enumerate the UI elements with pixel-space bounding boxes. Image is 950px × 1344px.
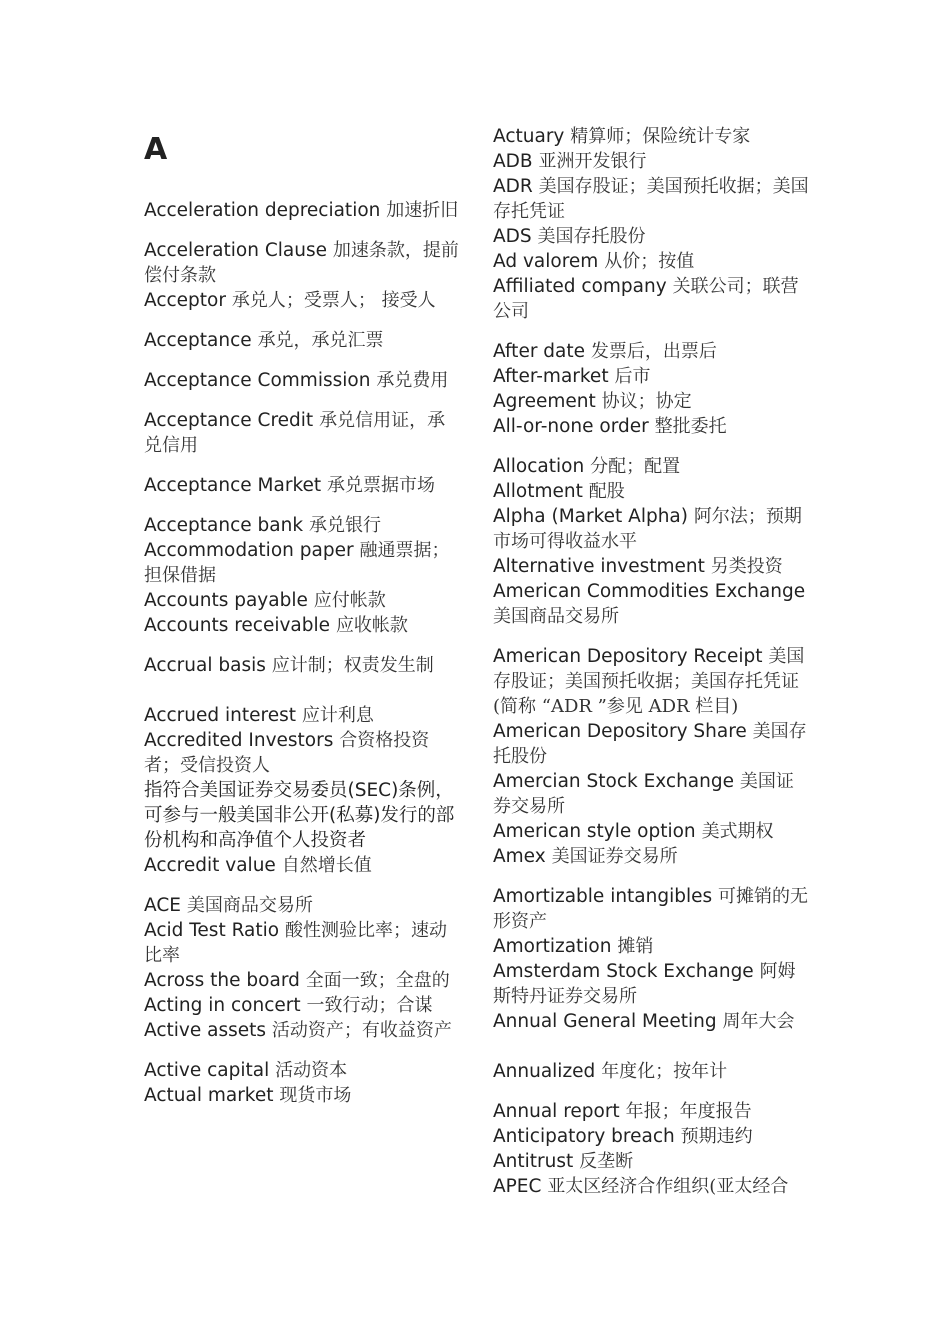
glossary-definition: 活动资产；有收益资产 — [271, 1020, 452, 1041]
glossary-term: ADR — [493, 176, 533, 197]
glossary-entry — [493, 819, 811, 844]
glossary-entry — [493, 124, 811, 149]
glossary-entry — [144, 918, 462, 968]
glossary-term: All-or-none order — [493, 416, 649, 437]
glossary-term: Antitrust — [493, 1151, 574, 1172]
glossary-entry — [493, 224, 811, 249]
glossary-definition: 预期违约 — [680, 1126, 753, 1147]
glossary-definition: 年度化；按年计 — [601, 1061, 728, 1082]
glossary-term: Annual General Meeting — [493, 1011, 717, 1032]
glossary-entry — [493, 174, 811, 224]
glossary-definition: 关联公司；联营公司 — [493, 276, 799, 322]
glossary-definition: 承兑费用 — [376, 370, 449, 391]
glossary-term: Acceptance bank — [144, 515, 304, 536]
glossary-term: Amortization — [493, 936, 612, 957]
glossary-entry — [144, 538, 462, 588]
glossary-entry — [144, 728, 462, 778]
glossary-definition: 承兑，承兑汇票 — [257, 330, 384, 351]
glossary-term: Accredit value — [144, 855, 276, 876]
glossary-term: Annualized — [493, 1061, 596, 1082]
glossary-definition: 反垄断 — [579, 1151, 634, 1172]
glossary-entry — [144, 1018, 462, 1043]
glossary-entry — [144, 328, 462, 353]
glossary-entry — [493, 1149, 811, 1174]
glossary-entry — [493, 454, 811, 479]
glossary-term: Actuary — [493, 126, 565, 147]
glossary-entry — [493, 1174, 811, 1199]
glossary-definition: 另类投资 — [710, 556, 783, 577]
glossary-definition: 美国存股证；美国预托收据；美国存托凭证 — [493, 176, 809, 222]
glossary-term: Active assets — [144, 1020, 266, 1041]
glossary-term: Allotment — [493, 481, 583, 502]
glossary-entry — [144, 653, 462, 678]
glossary-entry — [493, 554, 811, 579]
glossary-definition: 承兑银行 — [308, 515, 381, 536]
glossary-definition: 亚太区经济合作组织(亚太经合 — [547, 1176, 789, 1197]
glossary-entry — [144, 968, 462, 993]
glossary-term: Amercian Stock Exchange — [493, 771, 734, 792]
glossary-term: Amex — [493, 846, 546, 867]
glossary-definition: 加速条款，提前偿付条款 — [144, 240, 459, 286]
glossary-term: Acting in concert — [144, 995, 301, 1016]
glossary-term: Ad valorem — [493, 251, 599, 272]
glossary-term: Across the board — [144, 970, 300, 991]
glossary-entry — [493, 1009, 811, 1034]
glossary-entry — [144, 513, 462, 538]
glossary-term: Accommodation paper — [144, 540, 354, 561]
glossary-term: Accredited Investors — [144, 730, 334, 751]
glossary-term: After-market — [493, 366, 609, 387]
glossary-term: Allocation — [493, 456, 585, 477]
glossary-term: Amortizable intangibles — [493, 886, 713, 907]
glossary-definition: 酸性测验比率；速动比率 — [144, 920, 447, 966]
glossary-definition: 美式期权 — [701, 821, 774, 842]
glossary-definition: 美国证券交易所 — [551, 846, 678, 867]
glossary-definition: 可摊销的无形资产 — [493, 886, 809, 932]
glossary-definition: 美国商品交易所 — [186, 895, 313, 916]
glossary-definition: 配股 — [588, 481, 625, 502]
glossary-entry — [144, 1083, 462, 1108]
glossary-definition: 阿姆斯特丹证券交易所 — [493, 961, 796, 1007]
glossary-entry — [144, 408, 462, 458]
section-letter-heading: A — [144, 132, 168, 167]
glossary-term: Anticipatory breach — [493, 1126, 675, 1147]
glossary-definition: 后市 — [614, 366, 651, 387]
glossary-term: American Depository Receipt — [493, 646, 763, 667]
glossary-term: Amsterdam Stock Exchange — [493, 961, 754, 982]
glossary-list-left — [144, 198, 462, 1108]
glossary-term: American style option — [493, 821, 696, 842]
glossary-term: Acceleration depreciation — [144, 200, 381, 221]
glossary-entry — [144, 613, 462, 638]
glossary-term: Acceptance Credit — [144, 410, 314, 431]
right-column — [493, 124, 811, 1199]
glossary-entry — [493, 844, 811, 869]
glossary-entry — [144, 1058, 462, 1083]
glossary-definition: 阿尔法；预期市场可得收益水平 — [493, 506, 802, 552]
glossary-entry — [493, 414, 811, 439]
glossary-entry — [144, 368, 462, 393]
glossary-definition: 美国商品交易所 — [493, 606, 619, 627]
glossary-definition: 周年大会 — [722, 1011, 795, 1032]
glossary-definition: 承兑信用证，承兑信用 — [144, 410, 446, 456]
glossary-term: Active capital — [144, 1060, 270, 1081]
glossary-definition: 年报；年度报告 — [625, 1101, 752, 1122]
glossary-definition: 现货市场 — [279, 1085, 352, 1106]
glossary-entry — [493, 149, 811, 174]
glossary-entry — [493, 769, 811, 819]
glossary-term: Acceptance — [144, 330, 252, 351]
glossary-term: Annual report — [493, 1101, 620, 1122]
glossary-term: ACE — [144, 895, 181, 916]
glossary-definition: 发票后，出票后 — [590, 341, 717, 362]
glossary-definition: 融通票据；担保借据 — [144, 540, 450, 586]
glossary-term: Accrual basis — [144, 655, 266, 676]
glossary-definition: 亚洲开发银行 — [538, 151, 647, 172]
glossary-definition: 承兑人；受票人； 接受人 — [231, 290, 436, 311]
glossary-entry — [144, 473, 462, 498]
glossary-definition: 承兑票据市场 — [327, 475, 436, 496]
glossary-entry — [144, 853, 462, 878]
left-column — [144, 124, 462, 1108]
glossary-definition: 协议；协定 — [601, 391, 692, 412]
glossary-term: ADB — [493, 151, 533, 172]
glossary-definition: 加速折旧 — [386, 200, 459, 221]
glossary-entry — [144, 198, 462, 223]
glossary-entry — [493, 479, 811, 504]
glossary-term: Accrued interest — [144, 705, 296, 726]
glossary-entry — [493, 249, 811, 274]
glossary-entry — [144, 588, 462, 613]
glossary-term: Alpha (Market Alpha) — [493, 506, 688, 527]
glossary-entry — [493, 934, 811, 959]
glossary-definition: 整批委托 — [654, 416, 727, 437]
glossary-entry — [493, 389, 811, 414]
glossary-term: Affiliated company — [493, 276, 667, 297]
glossary-definition: 分配；配置 — [590, 456, 681, 477]
glossary-definition: 美国存托股份 — [537, 226, 646, 247]
glossary-definition: 美国证券交易所 — [493, 771, 794, 817]
glossary-term: American Depository Share — [493, 721, 747, 742]
glossary-term: Accounts receivable — [144, 615, 331, 636]
glossary-definition: 应计利息 — [301, 705, 374, 726]
glossary-term: APEC — [493, 1176, 542, 1197]
glossary-term: Acceptance Market — [144, 475, 322, 496]
glossary-note: 指符合美国证券交易委员(SEC)条例，可参与一般美国非公开(私募)发行的部份机构和高净值个人投资者 — [144, 780, 455, 851]
glossary-term: Agreement — [493, 391, 596, 412]
glossary-term: ADS — [493, 226, 532, 247]
glossary-entry — [493, 504, 811, 554]
glossary-entry — [493, 644, 811, 719]
glossary-term: Acid Test Ratio — [144, 920, 280, 941]
glossary-entry — [493, 1099, 811, 1124]
glossary-entry — [493, 959, 811, 1009]
glossary-list-right — [493, 124, 811, 1199]
glossary-entry — [144, 778, 462, 853]
glossary-entry — [493, 719, 811, 769]
glossary-definition: 摊销 — [617, 936, 654, 957]
glossary-entry — [144, 703, 462, 728]
glossary-entry — [493, 579, 811, 629]
glossary-term: Acceptance Commission — [144, 370, 371, 391]
glossary-entry — [144, 993, 462, 1018]
glossary-definition: 应收帐款 — [335, 615, 408, 636]
glossary-term: Acceleration Clause — [144, 240, 327, 261]
glossary-term: After date — [493, 341, 586, 362]
glossary-entry — [493, 364, 811, 389]
glossary-term: Actual market — [144, 1085, 274, 1106]
glossary-definition: 合资格投资者；受信投资人 — [144, 730, 430, 776]
glossary-definition: 美国存股证；美国预托收据；美国存托凭证 (简称 “ADR ”参见 ADR 栏目) — [493, 646, 805, 717]
glossary-definition: 自然增长值 — [281, 855, 372, 876]
glossary-term: Acceptor — [144, 290, 226, 311]
glossary-entry — [493, 1059, 811, 1084]
glossary-definition: 全面一致；全盘的 — [305, 970, 450, 991]
glossary-entry — [493, 884, 811, 934]
glossary-term: American Commodities Exchange — [493, 581, 806, 602]
glossary-entry — [144, 288, 462, 313]
glossary-entry — [493, 274, 811, 324]
glossary-definition: 活动资本 — [275, 1060, 348, 1081]
glossary-entry — [493, 1124, 811, 1149]
glossary-definition: 应付帐款 — [313, 590, 386, 611]
glossary-definition: 应计制；权责发生制 — [271, 655, 434, 676]
glossary-entry — [493, 339, 811, 364]
glossary-definition: 精算师；保险统计专家 — [570, 126, 751, 147]
glossary-definition: 美国存托股份 — [493, 721, 807, 767]
glossary-entry — [144, 893, 462, 918]
glossary-definition: 从价；按值 — [604, 251, 695, 272]
glossary-definition: 一致行动；合谋 — [306, 995, 433, 1016]
glossary-term: Alternative investment — [493, 556, 705, 577]
glossary-term: Accounts payable — [144, 590, 308, 611]
glossary-entry — [144, 238, 462, 288]
